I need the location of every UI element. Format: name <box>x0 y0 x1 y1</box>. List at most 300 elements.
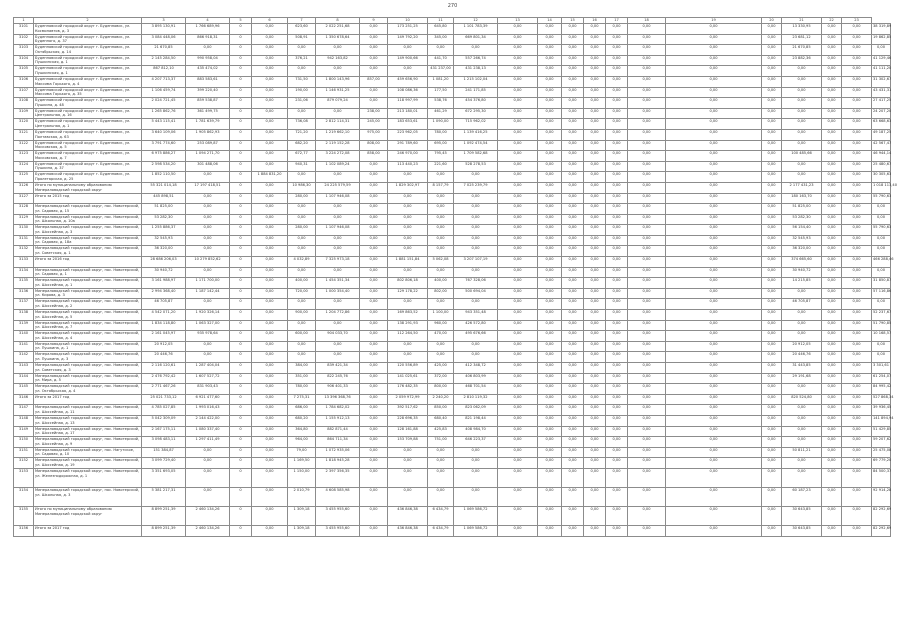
value-cell: 238,00 <box>360 108 388 119</box>
column-number: 18 <box>628 18 666 24</box>
value-cell: 975,00 <box>360 129 388 140</box>
column-number: 2 <box>34 18 142 24</box>
value-cell: 0,00 <box>782 108 822 119</box>
value-cell: 0,00 <box>762 415 782 426</box>
value-cell: 79,00 <box>288 447 316 458</box>
value-cell: 0,00 <box>584 458 606 469</box>
value-cell: 0,00 <box>360 193 388 204</box>
value-cell: 0,00 <box>628 437 666 448</box>
value-cell: 0,00 <box>762 151 782 162</box>
row-number-cell: 3124 <box>14 161 34 172</box>
value-cell: 964,00 <box>288 437 316 448</box>
value-cell: 0,00 <box>842 278 872 289</box>
value-cell: 0,00 <box>628 331 666 342</box>
value-cell: 0,00 <box>606 331 628 342</box>
value-cell: 0 <box>230 299 252 310</box>
value-cell: 245,00 <box>360 119 388 130</box>
value-cell: 672 295,30 <box>454 108 498 119</box>
value-cell: 0,00 <box>628 394 666 405</box>
value-cell: 183 653,61 <box>388 119 428 130</box>
value-cell: 0,00 <box>628 525 666 536</box>
value-cell: 0,00 <box>872 214 891 225</box>
value-cell: 0,00 <box>562 55 584 66</box>
value-cell: 61 254,07 <box>872 373 891 384</box>
value-cell: 0,00 <box>360 278 388 289</box>
value-cell: 0,00 <box>842 426 872 437</box>
value-cell: 69 779,20 <box>872 458 891 469</box>
row-number-cell: 3144 <box>14 373 34 384</box>
value-cell: 0,00 <box>252 373 288 384</box>
value-cell: 92 914,28 <box>872 487 891 506</box>
value-cell: 7 025 239,79 <box>454 182 498 193</box>
value-cell: 412 348,72 <box>454 363 498 374</box>
value-cell: 645,80 <box>428 24 454 35</box>
table-row <box>14 214 891 225</box>
value-cell: 0,00 <box>666 182 762 193</box>
value-cell: 0,00 <box>252 363 288 374</box>
value-cell: 3 895 130,91 <box>142 24 186 35</box>
table-row <box>14 119 891 130</box>
value-cell: 0 <box>230 426 252 437</box>
row-number-cell: 3137 <box>14 299 34 310</box>
value-cell: 0,00 <box>538 278 562 289</box>
value-cell: 0,00 <box>628 458 666 469</box>
table-row <box>14 55 891 66</box>
value-cell: 0,00 <box>606 525 628 536</box>
value-cell: 0,00 <box>316 267 360 278</box>
value-cell: 0,00 <box>454 487 498 506</box>
value-cell: 2 460 134,26 <box>186 506 230 525</box>
value-cell: 0,00 <box>762 363 782 374</box>
value-cell: 0,00 <box>666 267 762 278</box>
value-cell: 0,00 <box>562 405 584 416</box>
value-cell: 82 292,69 <box>872 525 891 536</box>
value-cell: 0,00 <box>842 214 872 225</box>
value-cell: 0,00 <box>628 310 666 321</box>
address-cell: Минераловодский городской округ, пос. Новотерский, ул. Шоссейная, д. 13 <box>34 415 142 426</box>
value-cell: 0,00 <box>822 341 842 352</box>
column-number: 3 <box>142 18 186 24</box>
value-cell: 0,00 <box>666 310 762 321</box>
row-number-cell: 3108 <box>14 98 34 109</box>
value-cell: 0,00 <box>606 235 628 246</box>
address-cell: Минераловодский городской округ, пос. Новотерский, ул. Шоссейная, д. 1 <box>34 278 142 289</box>
value-cell: 149 900,66 <box>388 55 428 66</box>
table-row <box>14 468 891 487</box>
value-cell: 31 302,67 <box>872 76 891 87</box>
value-cell: 0,00 <box>538 447 562 458</box>
table-row <box>14 525 891 536</box>
value-cell: 0,00 <box>584 129 606 140</box>
value-cell: 0,00 <box>498 45 538 56</box>
value-cell: 0,00 <box>584 24 606 35</box>
value-cell: 2 810 119,32 <box>454 394 498 405</box>
value-cell: 0,00 <box>360 204 388 215</box>
value-cell: 780,00 <box>288 384 316 395</box>
value-cell: 1 069 586,72 <box>454 506 498 525</box>
value-cell: 0,00 <box>288 267 316 278</box>
value-cell: 0,00 <box>562 384 584 395</box>
value-cell: 0,00 <box>842 66 872 77</box>
value-cell: 0,00 <box>252 506 288 525</box>
address-cell: Минераловодский городской округ, пос. Новотерский, ул. Садовая, д. 1 <box>34 267 142 278</box>
value-cell: 0,00 <box>762 405 782 416</box>
value-cell: 0,00 <box>606 405 628 416</box>
value-cell: 0,00 <box>498 267 538 278</box>
value-cell: 0,00 <box>822 119 842 130</box>
value-cell: 3 084 448,06 <box>142 34 186 45</box>
value-cell: 0,00 <box>842 34 872 45</box>
value-cell: 0,00 <box>822 267 842 278</box>
value-cell: 0,00 <box>584 331 606 342</box>
value-cell: 372,00 <box>428 373 454 384</box>
value-cell: 0,00 <box>822 151 842 162</box>
value-cell: 0,00 <box>498 525 538 536</box>
value-cell: 51 825,00 <box>142 204 186 215</box>
value-cell: 0,00 <box>498 341 538 352</box>
value-cell: 1 884 831,20 <box>252 172 288 183</box>
value-cell: 0,00 <box>538 352 562 363</box>
value-cell: 0,00 <box>562 98 584 109</box>
value-cell: 84 995,42 <box>872 384 891 395</box>
value-cell: 0,00 <box>584 193 606 204</box>
value-cell: 392 517,62 <box>388 405 428 416</box>
value-cell: 0,00 <box>842 76 872 87</box>
value-cell: 1 766 689,96 <box>186 24 230 35</box>
value-cell: 682,20 <box>288 140 316 151</box>
value-cell: 0,00 <box>498 384 538 395</box>
value-cell: 3 455 955,60 <box>316 525 360 536</box>
value-cell: 0,00 <box>538 161 562 172</box>
value-cell: 1 255 886,37 <box>142 225 186 236</box>
value-cell: 867 812,10 <box>142 66 186 77</box>
value-cell: 0,00 <box>454 341 498 352</box>
value-cell: 0,00 <box>252 34 288 45</box>
value-cell: 0,00 <box>538 415 562 426</box>
value-cell: 0,00 <box>628 172 666 183</box>
value-cell: 0,00 <box>872 204 891 215</box>
value-cell: 0,00 <box>606 288 628 299</box>
value-cell: 0 <box>230 129 252 140</box>
value-cell: 0,00 <box>822 415 842 426</box>
value-cell: 0,00 <box>842 246 872 257</box>
value-cell: 0,00 <box>316 204 360 215</box>
value-cell: 0,00 <box>360 320 388 331</box>
value-cell: 0,00 <box>628 108 666 119</box>
value-cell: 767 328,06 <box>454 278 498 289</box>
value-cell: 1 350 678,64 <box>316 34 360 45</box>
value-cell: 0,00 <box>454 447 498 458</box>
value-cell: 721,20 <box>288 129 316 140</box>
value-cell: 6 434,79 <box>428 506 454 525</box>
column-number: 7 <box>288 18 316 24</box>
value-cell: 149 792,20 <box>388 34 428 45</box>
value-cell: 0,00 <box>186 214 230 225</box>
value-cell: 55 321 014,18 <box>142 182 186 193</box>
value-cell: 0,00 <box>782 98 822 109</box>
value-cell: 0,00 <box>666 288 762 299</box>
value-cell: 0,00 <box>538 108 562 119</box>
value-cell: 0,00 <box>186 352 230 363</box>
value-cell: 231,06 <box>288 98 316 109</box>
value-cell: 0,00 <box>498 437 538 448</box>
row-number-cell: 3129 <box>14 214 34 225</box>
value-cell: 0,00 <box>628 506 666 525</box>
value-cell: 0,00 <box>538 310 562 321</box>
value-cell: 0,00 <box>316 320 360 331</box>
value-cell: 55 790,63 <box>872 225 891 236</box>
value-cell: 0,00 <box>562 415 584 426</box>
row-number-cell: 3109 <box>14 108 34 119</box>
value-cell: 0,00 <box>606 415 628 426</box>
value-cell: 0,00 <box>822 98 842 109</box>
value-cell: 0,00 <box>606 278 628 289</box>
value-cell: 0 <box>230 246 252 257</box>
value-cell: 0,00 <box>252 55 288 66</box>
value-cell: 0,00 <box>628 161 666 172</box>
value-cell: 0,00 <box>498 468 538 487</box>
value-cell: 0,00 <box>252 129 288 140</box>
table-row <box>14 487 891 506</box>
value-cell: 0,00 <box>252 310 288 321</box>
value-cell: 1 297 411,49 <box>186 437 230 448</box>
value-cell: 0,00 <box>252 235 288 246</box>
value-cell: 0,00 <box>498 320 538 331</box>
value-cell: 0,00 <box>316 172 360 183</box>
value-cell: 0,00 <box>584 119 606 130</box>
address-cell: Минераловодский городской округ, пос. Новотерский, ул. Шоссейная, д. 19 <box>34 458 142 469</box>
value-cell: 808,00 <box>360 140 388 151</box>
value-cell: 0,00 <box>360 87 388 98</box>
value-cell: 32 545,93 <box>782 235 822 246</box>
table-row <box>14 108 891 119</box>
value-cell: 55 790,63 <box>872 193 891 204</box>
value-cell: 0,00 <box>628 76 666 87</box>
value-cell: 0,00 <box>762 34 782 45</box>
value-cell: 0,00 <box>538 267 562 278</box>
value-cell: 1 818 945,28 <box>316 458 360 469</box>
address-cell: Минераловодский городской округ, пос. Новотерский, ул. Шоссейная, д. 3 <box>34 225 142 236</box>
table-row <box>14 34 891 45</box>
value-cell: 1 905 862,93 <box>186 129 230 140</box>
value-cell: 280,00 <box>288 193 316 204</box>
value-cell: 364,80 <box>288 426 316 437</box>
value-cell: 0,00 <box>252 98 288 109</box>
value-cell: 0,00 <box>584 468 606 487</box>
value-cell: 0,00 <box>606 45 628 56</box>
value-cell: 0,00 <box>842 140 872 151</box>
value-cell: 10 279 852,62 <box>186 257 230 268</box>
value-cell: 0,00 <box>762 172 782 183</box>
value-cell: 0,00 <box>666 426 762 437</box>
value-cell: 0,00 <box>666 331 762 342</box>
value-cell: 0,00 <box>538 437 562 448</box>
value-cell: 0,00 <box>762 394 782 405</box>
value-cell: 1 993 016,43 <box>186 405 230 416</box>
value-cell: 0,00 <box>252 193 288 204</box>
value-cell: 7 275,31 <box>288 394 316 405</box>
value-cell: 508,91 <box>288 34 316 45</box>
value-cell: 0,00 <box>782 310 822 321</box>
value-cell: 1 215 102,04 <box>454 76 498 87</box>
value-cell: 223 962,05 <box>388 129 428 140</box>
value-cell: 0,00 <box>842 235 872 246</box>
value-cell: 0,00 <box>252 288 288 299</box>
value-cell: 0,00 <box>562 458 584 469</box>
value-cell: 0,00 <box>628 246 666 257</box>
table-body <box>14 24 898 537</box>
value-cell: 0,00 <box>822 225 842 236</box>
value-cell: 0,00 <box>606 299 628 310</box>
value-cell: 0,00 <box>288 172 316 183</box>
value-cell: 802,00 <box>428 288 454 299</box>
value-cell: 0,00 <box>628 87 666 98</box>
value-cell: 0,00 <box>252 384 288 395</box>
value-cell: 0,00 <box>562 437 584 448</box>
table-row <box>14 458 891 469</box>
value-cell: 41 129,46 <box>872 55 891 66</box>
row-number-cell: 3146 <box>14 394 34 405</box>
value-cell: 0,00 <box>562 278 584 289</box>
value-cell: 0,00 <box>388 352 428 363</box>
value-cell: 0,00 <box>584 487 606 506</box>
value-cell: 0 <box>230 487 252 506</box>
address-cell: Минераловодский городской округ, пос. Новотерский, ул. Советская, д. 1 <box>34 246 142 257</box>
value-cell: 0,00 <box>628 214 666 225</box>
value-cell: 0,00 <box>252 487 288 506</box>
value-cell: 0,00 <box>822 458 842 469</box>
address-cell: Минераловодский городской округ, пос. Новотерский, ул. Шоссейная, д. 4 <box>34 331 142 342</box>
value-cell: 408 984,70 <box>454 426 498 437</box>
value-cell: 0,00 <box>822 278 842 289</box>
value-cell: 0,00 <box>498 193 538 204</box>
row-number-cell: 3139 <box>14 320 34 331</box>
table-row <box>14 87 891 98</box>
value-cell: 0,00 <box>628 119 666 130</box>
value-cell: 0,00 <box>538 129 562 140</box>
value-cell: 0,00 <box>360 468 388 487</box>
value-cell: 0,00 <box>498 299 538 310</box>
table-row <box>14 24 891 35</box>
value-cell: 600,00 <box>288 331 316 342</box>
column-number: 9 <box>360 18 388 24</box>
value-cell: 0,00 <box>628 182 666 193</box>
value-cell: 0,00 <box>628 34 666 45</box>
column-number: 19 <box>666 18 762 24</box>
row-number-cell: 3126 <box>14 182 34 193</box>
value-cell: 0,00 <box>288 299 316 310</box>
value-cell: 0,00 <box>842 363 872 374</box>
value-cell: 53 282,30 <box>142 214 186 225</box>
value-cell: 0,00 <box>360 172 388 183</box>
value-cell: 1 072 935,06 <box>316 447 360 458</box>
value-cell: 0,00 <box>538 98 562 109</box>
value-cell: 0 <box>230 384 252 395</box>
value-cell: 0 <box>230 394 252 405</box>
value-cell: 0,00 <box>288 45 316 56</box>
value-cell: 0,00 <box>388 66 428 77</box>
value-cell: 0,00 <box>252 182 288 193</box>
value-cell: 52 237,67 <box>872 310 891 321</box>
value-cell: 1 920 326,14 <box>186 310 230 321</box>
value-cell: 0,00 <box>288 341 316 352</box>
address-cell: Минераловодский городской округ, пос. Новотерский, ул. Пушкина, д. 3 <box>34 352 142 363</box>
value-cell: 470,00 <box>428 331 454 342</box>
value-cell: 0,00 <box>252 204 288 215</box>
value-cell: 0,00 <box>562 310 584 321</box>
register-table <box>13 17 898 537</box>
value-cell: 0,00 <box>606 151 628 162</box>
value-cell: 46 944,14 <box>872 151 891 162</box>
value-cell: 0,00 <box>822 299 842 310</box>
value-cell: 0,00 <box>822 235 842 246</box>
value-cell: 0,00 <box>454 225 498 236</box>
value-cell: 0,00 <box>186 225 230 236</box>
row-number-cell: 3103 <box>14 45 34 56</box>
value-cell: 0,00 <box>360 352 388 363</box>
address-cell: Минераловодский городской округ, пос. Новотерский, ул. Шоссейная, д. 7 <box>34 320 142 331</box>
value-cell: 0,00 <box>666 246 762 257</box>
value-cell: 1 454 351,34 <box>316 278 360 289</box>
value-cell: 1 094 271,70 <box>186 151 230 162</box>
value-cell: 0,00 <box>628 352 666 363</box>
value-cell: 0,00 <box>454 204 498 215</box>
value-cell: 0,00 <box>288 214 316 225</box>
value-cell: 0,00 <box>428 235 454 246</box>
value-cell: 4 785 027,85 <box>142 405 186 416</box>
table-row <box>14 310 891 321</box>
value-cell: 1 287 404,04 <box>186 363 230 374</box>
value-cell: 46 705,87 <box>782 299 822 310</box>
value-cell: 0,00 <box>666 193 762 204</box>
value-cell: 715 962,02 <box>454 119 498 130</box>
value-cell: 461,29 <box>428 108 454 119</box>
value-cell: 1 169,50 <box>288 458 316 469</box>
value-cell: 0,00 <box>360 267 388 278</box>
value-cell: 0,00 <box>252 140 288 151</box>
value-cell: 0,00 <box>498 458 538 469</box>
value-cell: 0,00 <box>606 161 628 172</box>
value-cell: 436 846,38 <box>388 506 428 525</box>
table-row <box>14 204 891 215</box>
value-cell: 0,00 <box>498 310 538 321</box>
value-cell: 0,00 <box>388 468 428 487</box>
value-cell: 695,00 <box>428 140 454 151</box>
value-cell: 0,00 <box>360 98 388 109</box>
value-cell: 0,00 <box>538 458 562 469</box>
value-cell: 0,00 <box>666 172 762 183</box>
address-cell: Минераловодский городской округ, пос. Новотерский, ул. Шоссейная, д. 17 <box>34 426 142 437</box>
value-cell: 960,00 <box>428 320 454 331</box>
value-cell: 0,00 <box>316 214 360 225</box>
row-number-cell: 3147 <box>14 405 34 416</box>
value-cell: 0,00 <box>562 426 584 437</box>
row-number-cell: 3107 <box>14 87 34 98</box>
value-cell: 0,00 <box>822 384 842 395</box>
value-cell: 141 025,61 <box>388 373 428 384</box>
value-cell: 0,00 <box>428 341 454 352</box>
value-cell: 0,00 <box>584 278 606 289</box>
value-cell: 3 161 988,97 <box>142 278 186 289</box>
value-cell: 0,00 <box>388 235 428 246</box>
value-cell: 400,00 <box>428 278 454 289</box>
table-row <box>14 257 891 268</box>
value-cell: 82 292,69 <box>872 506 891 525</box>
value-cell: 0,00 <box>606 66 628 77</box>
value-cell: 0,00 <box>666 363 762 374</box>
value-cell: 0,00 <box>316 45 360 56</box>
value-cell: 0,00 <box>562 299 584 310</box>
